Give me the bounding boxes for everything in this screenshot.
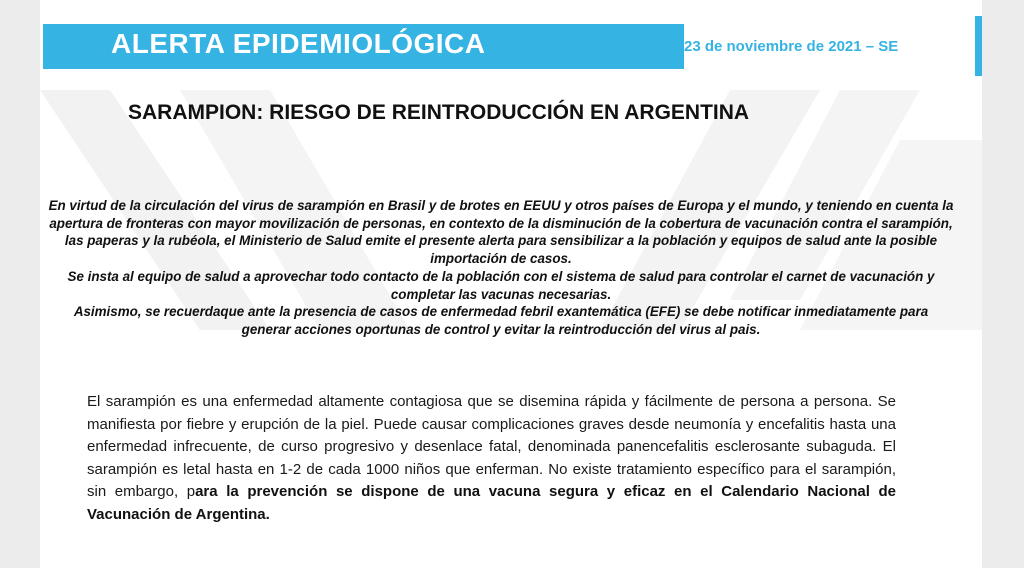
- body-paragraph: [87, 391, 896, 527]
- alert-summary: [48, 197, 954, 339]
- right-accent-bar: [975, 16, 982, 76]
- alert-paragraph-3: Asimismo, se recuerdaque ante la presencia de casos de enfermedad febril exantemática (EFE) se debe notificar inmediatamente para generar acciones oportunas de control y evitar la reintroducción del virus al pais.: [73, 304, 929, 337]
- page-title: SARAMPION: RIESGO DE REINTRODUCCIÓN EN ARGENTINA: [128, 101, 750, 124]
- alert-paragraph-2: Se insta al equipo de salud a aprovechar todo contacto de la población con el sistema de salud para controlar el carnet de vacunación y completar las vacunas necesarias.: [67, 268, 935, 302]
- document-page: [40, 0, 982, 568]
- body-text: El sarampión es una enfermedad altamente contagiosa que se disemina rápida y fácilmente de persona a persona. Se manifiesta por fiebre y erupción de la piel. Puede causar complicaciones graves desde neumonía y encefalitis hasta una enfermedad infrecuente, de curso progresivo y desenlace fatal, denominada panencefalitis esclerosante subaguda. El sarampión es letal hasta en 1-2 de cada 1000 niños que enferman. No existe tratamiento específico para el sarampión, sin embargo, p: [87, 393, 896, 501]
- body-bold-text: ara la prevención se dispone de una vacuna segura y eficaz en el Calendario Nacional de Vacunación de Argentina.: [87, 483, 896, 523]
- header-title: ALERTA EPIDEMIOLÓGICA: [111, 28, 486, 59]
- header-date: 23 de noviembre de 2021 – SE: [684, 38, 899, 55]
- alert-paragraph-1: En virtud de la circulación del virus de sarampión en Brasil y de brotes en EEUU y otros países de Europa y el mundo, y teniendo en cuenta la apertura de fronteras con mayor movilización de personas, en contexto de la disminución de la cobertura de vacunación contra el sarampión, las paperas y la rubéola, el Ministerio de Salud emite el presente alerta para sensibilizar a la población y equipos de salud ante la posible importación de casos.: [48, 198, 954, 267]
- header-banner: [43, 24, 684, 69]
